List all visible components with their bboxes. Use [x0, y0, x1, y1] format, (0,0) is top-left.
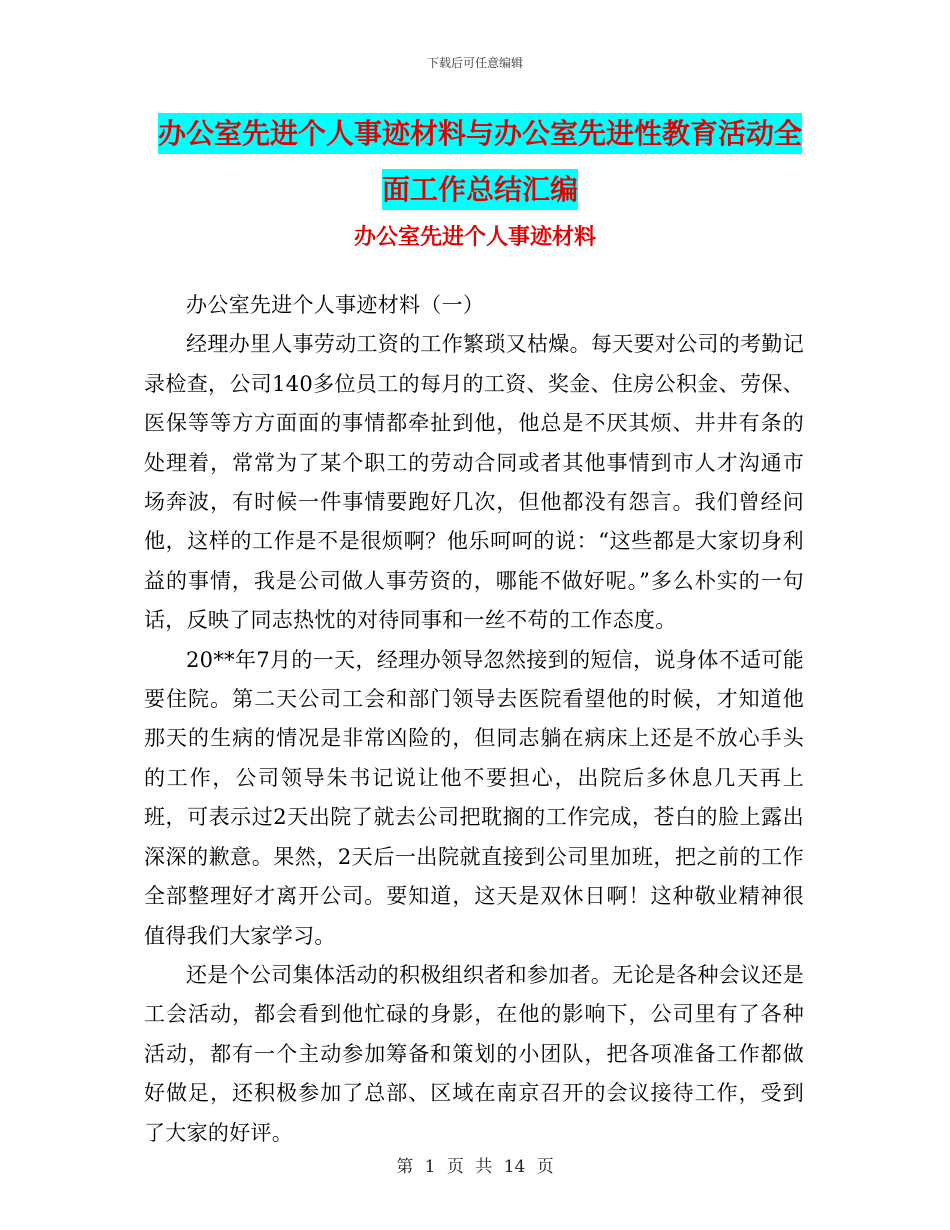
paragraph: 20**年7月的一天，经理办领导忽然接到的短信，说身体不适可能要住院。第二天公司工会和部门领导去医院看望他的时候，才知道他那天的生病的情况是非常凶险的，但同志躺在病床上还是不放心手头的工作，公司领导朱书记说让他不要担心，出院后多休息几天再上班，可表示过2天出院了就去公司把耽搁的工作完成，苍白的脸上露出深深的歉意。果然，2天后一出院就直接到公司里加班，把之前的工作全部整理好才离开公司。要知道，这天是双休日啊！这种敬业精神很值得我们大家学习。 — [144, 647, 804, 948]
document-title — [150, 106, 810, 218]
section-title: 办公室先进个人事迹材料 — [353, 225, 596, 250]
page-number: 第 1 页 共 14 页 — [396, 1157, 554, 1177]
document-title-line-2: 面工作总结汇编 — [382, 169, 578, 210]
paragraph: 经理办里人事劳动工资的工作繁琐又枯燥。每天要对公司的考勤记录检查，公司140多位员工的每月的工资、奖金、住房公积金、劳保、医保等等方方面面的事情都牵扯到他，他总是不厌其烦、井井有条的处理着，常常为了某个职工的劳动合同或者其他事情到市人才沟通市场奔波，有时候一件事情要跑好几次，但他都没有怨言。我们曾经问他，这样的工作是不是很烦啊？他乐呵呵的说：“这些都是大家切身利益的事情，我是公司做人事劳资的，哪能不做好呢。”多么朴实的一句话，反映了同志热忱的对待同事和一丝不苟的工作态度。 — [144, 332, 804, 633]
paragraph-subtitle: 办公室先进个人事迹材料（一） — [186, 293, 485, 317]
document-body — [144, 286, 804, 1153]
header-note: 下载后可任意编辑 — [426, 56, 523, 70]
document-title-line-1: 办公室先进个人事迹材料与办公室先进性教育活动全 — [158, 113, 802, 154]
paragraph: 还是个公司集体活动的积极组织者和参加者。无论是各种会议还是工会活动，都会看到他忙碌的身影，在他的影响下，公司里有了各种活动，都有一个主动参加筹备和策划的小团队，把各项准备工作都做好做足，还积极参加了总部、区域在南京召开的会议接待工作，受到了大家的好评。 — [144, 962, 804, 1145]
